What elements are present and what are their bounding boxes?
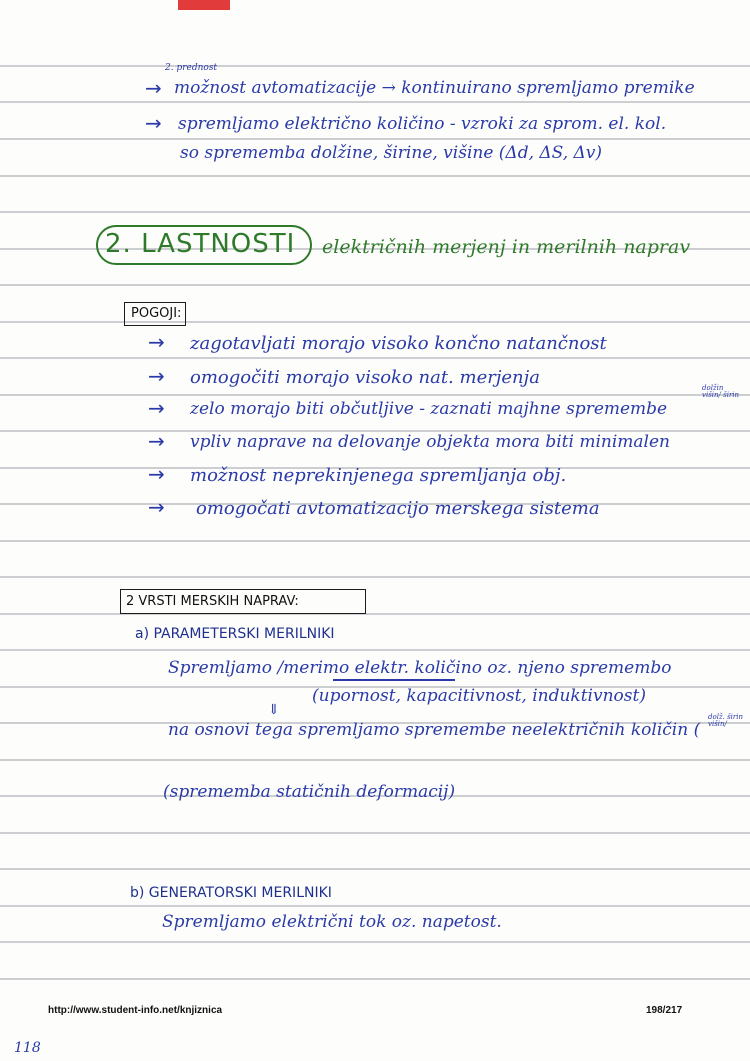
type-b-label: b) GENERATORSKI MERILNIKI — [130, 885, 332, 901]
footer-page-info: 198/217 — [646, 1005, 683, 1016]
type-a-line-1: Spremljamo /merimo elektr. količino oz. njeno spremembo — [168, 658, 672, 678]
type-a-line-3: na osnovi tega spremljamo spremembe neelektričnih količin ( — [168, 720, 701, 740]
pogoji-label: POGOJI: — [131, 306, 182, 321]
pogoji-item-2: omogočiti morajo visoko nat. merjenja — [190, 367, 540, 388]
pogoji-item-5: možnost neprekinjenega spremljanja obj. — [190, 465, 567, 486]
right-arrow-icon: → — [148, 396, 165, 420]
type-a-label: a) PARAMETERSKI MERILNIKI — [135, 626, 335, 642]
right-arrow-icon: → — [145, 76, 162, 100]
intro-marker: 2. prednost — [165, 63, 218, 73]
section-subtitle: električnih merjenj in merilnih naprav — [322, 236, 691, 258]
pogoji-item-4: vpliv naprave na delovanje objekta mora biti minimalen — [190, 432, 670, 452]
right-arrow-icon: → — [148, 495, 165, 519]
down-arrow-icon: ⇓ — [268, 702, 280, 718]
underline — [333, 679, 455, 681]
handwritten-page-number: 118 — [14, 1040, 41, 1056]
section-title: 2. LASTNOSTI — [105, 229, 296, 259]
pogoji-item-3: zelo morajo biti občutljive - zaznati majhne spremembe — [190, 399, 668, 419]
right-arrow-icon: → — [148, 364, 165, 388]
intro-line-1: možnost avtomatizacije → kontinuirano spremljamo premike — [174, 78, 695, 98]
pogoji-item-1: zagotavljati morajo visoko končno natančnost — [190, 333, 607, 354]
red-tab-marker — [178, 0, 230, 10]
type-a-line-2: (upornost, kapacitivnost, induktivnost) — [312, 686, 646, 706]
type-b-line-1: Spremljamo električni tok oz. napetost. — [162, 912, 502, 932]
vrsti-heading: 2 VRSTI MERSKIH NAPRAV: — [126, 594, 299, 609]
right-arrow-icon: → — [148, 462, 165, 486]
intro-line-3: so sprememba dolžine, širine, višine (Δd, ΔS, Δv) — [180, 143, 603, 163]
right-arrow-icon: → — [148, 330, 165, 354]
footer-url[interactable]: http://www.student-info.net/knjiznica — [48, 1005, 223, 1016]
pogoji-item-6: omogočati avtomatizacijo merskega sistema — [196, 498, 600, 519]
type-a-line-4: (sprememba statičnih deformacij) — [163, 782, 456, 802]
right-arrow-icon: → — [145, 111, 162, 135]
type-a-margin-note: dolž. širin višin/ — [708, 713, 743, 729]
pogoji-margin-note: dolžin višin/ širin — [702, 384, 740, 400]
right-arrow-icon: → — [148, 429, 165, 453]
intro-line-2: spremljamo električno količino - vzroki za sprom. el. kol. — [178, 114, 667, 134]
